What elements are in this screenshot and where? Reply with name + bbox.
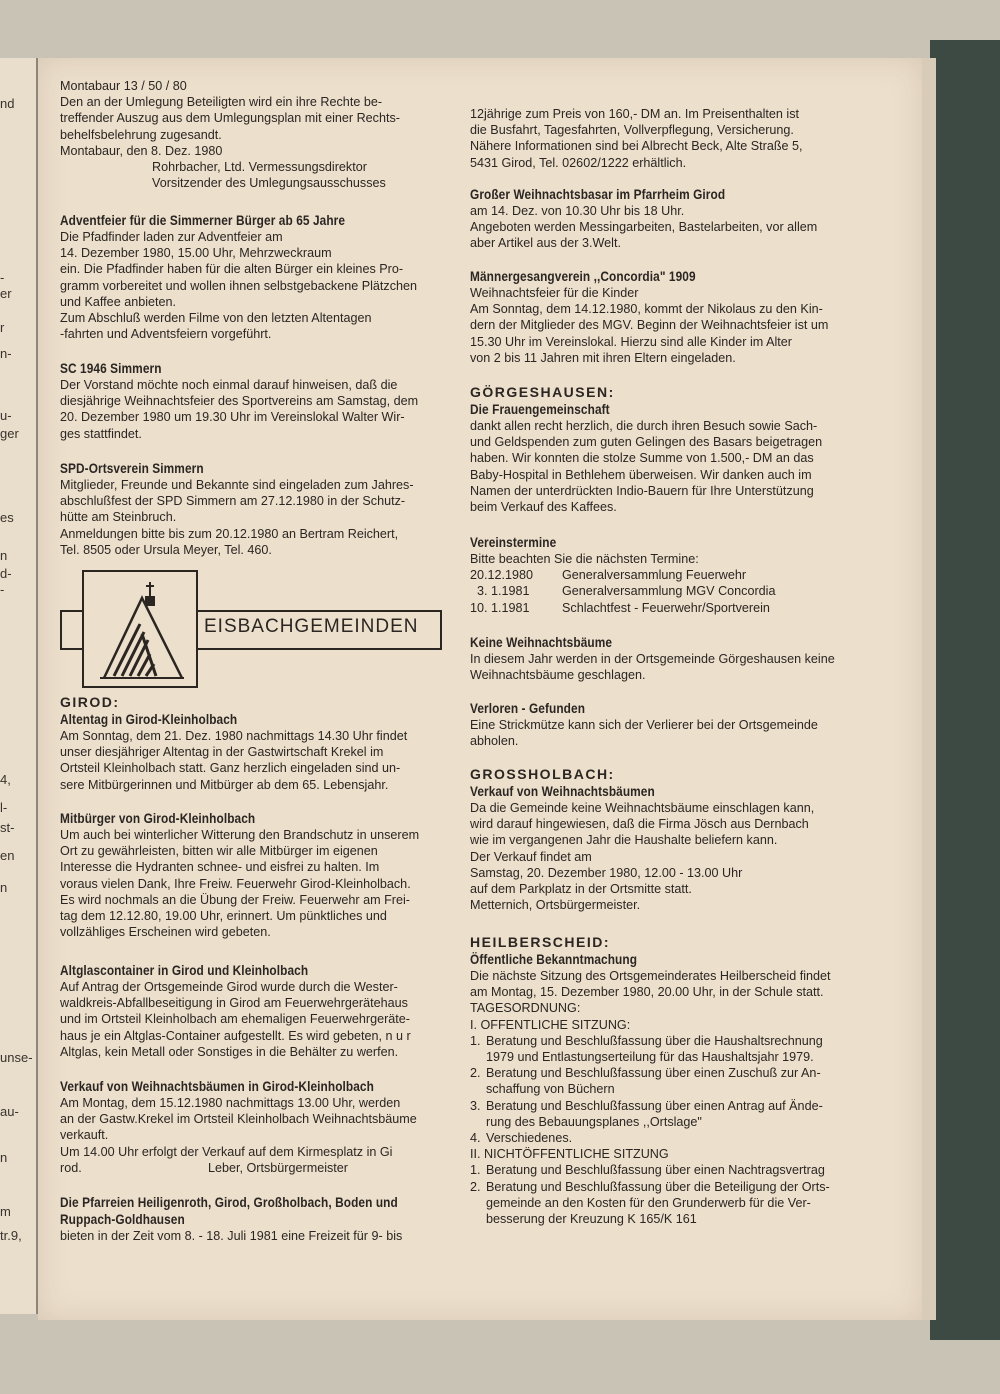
- text-line: dankt allen recht herzlich, die durch ihren Besuch sowie Sach-: [470, 419, 818, 433]
- article-heading: Keine Weihnachtsbäume: [470, 635, 613, 650]
- text-line: Vorsitzender des Umlegungsausschusses: [152, 176, 386, 191]
- agenda-number: 2.: [470, 1066, 481, 1081]
- agenda-item: [470, 1033, 880, 1065]
- text-line: haben. Wir konnten die stolze Summe von 1.500,- DM an das: [470, 451, 814, 466]
- text-line: 20. Dezember 1980 um 19.30 Uhr im Vereinslokal Walter Wir-: [60, 410, 405, 425]
- agenda-number: 1.: [470, 1163, 481, 1178]
- page-fragment: n: [0, 548, 8, 563]
- termine-row: [470, 583, 880, 599]
- article-body: [60, 827, 460, 940]
- text-line: Auf Antrag der Ortsgemeinde Girod wurde durch die Wester-: [60, 980, 398, 994]
- agenda-text: Beratung und Beschlußfassung über die Haushaltsrechnung: [486, 1033, 823, 1048]
- agenda-number: [470, 1049, 486, 1065]
- text-line: Am Montag, dem 15.12.1980 nachmittags 13.00 Uhr, werden: [60, 1096, 401, 1110]
- article-body: [60, 728, 460, 793]
- agenda-text: schaffung von Büchern: [486, 1082, 615, 1097]
- agenda-text: gemeinde an den Kosten für den Grunderwerb für die Ver-: [486, 1195, 811, 1210]
- termine-row: [470, 567, 880, 583]
- text-line: waldkreis-Abfallbeseitigung in Girod am Feuerwehrgerätehaus: [60, 996, 408, 1011]
- article-grossholbach: [470, 766, 880, 913]
- text-line: Die nächste Sitzung des Ortsgemeinderates Heilberscheid findet: [470, 969, 831, 983]
- text-line: vollzähliges Erscheinen wird gebeten.: [60, 925, 271, 940]
- article-heading: SC 1946 Simmern: [60, 361, 162, 376]
- text-line: unser diesjähriger Altentag in der Gastwirtschaft Krekel im: [60, 745, 384, 760]
- agenda-item: [470, 1098, 880, 1130]
- text-line: Da die Gemeinde keine Weihnachtsbäume einschlagen kann,: [470, 801, 815, 815]
- text-line: und Geldspenden zum guten Gelingen des Basars beigetragen: [470, 435, 823, 450]
- text-line: Montabaur 13 / 50 / 80: [60, 79, 187, 93]
- text-line: Ortsteil Kleinholbach statt. Ganz herzlich eingeladen sind un-: [60, 761, 401, 776]
- page-fragment: n: [0, 880, 8, 895]
- newsletter-page: [38, 58, 922, 1320]
- article-adventfeier: [60, 212, 460, 342]
- article-body: [470, 285, 880, 366]
- page-fragment: d-: [0, 566, 12, 581]
- mountain-church-icon: [82, 570, 198, 688]
- town-heading: GROSSHOLBACH:: [470, 766, 615, 782]
- text-line: von 2 bis 11 Jahren mit ihren Eltern eingeladen.: [470, 350, 736, 365]
- text-line: sere Mitbürgerinnen und Mitbürger ab dem 65. Lebensjahr.: [60, 777, 389, 792]
- agenda-private-list: [470, 1162, 880, 1227]
- text-line: Samstag, 20. Dezember 1980, 12.00 - 13.00 Uhr: [470, 865, 743, 880]
- article-body: [60, 1095, 460, 1160]
- article-heading: [60, 1194, 460, 1228]
- agenda-public-list: [470, 1033, 880, 1146]
- article-heading: Männergesangverein ,,Concordia" 1909: [470, 269, 696, 284]
- text-line: an der Gastw.Krekel im Ortsteil Kleinholbach Weihnachtsbäume: [60, 1112, 417, 1127]
- article-body: [470, 800, 880, 913]
- text-line: Die Pfadfinder laden zur Adventfeier am: [60, 230, 283, 244]
- text-line: Es wird nochmals an die Übung der Freiw. Feuerwehr am Frei-: [60, 892, 410, 907]
- text-line: behelfsbelehrung zugesandt.: [60, 127, 222, 142]
- agenda-text: 1979 und Entlastungserteilung für das Haushaltsjahr 1979.: [486, 1050, 814, 1065]
- page-fragment: -: [0, 270, 5, 285]
- text-line: bieten in der Zeit vom 8. - 18. Juli 1981 eine Freizeit für 9- bis: [60, 1229, 403, 1243]
- book-binding: [930, 40, 1000, 1340]
- text-line: Metternich, Ortsbürgermeister.: [470, 898, 641, 913]
- text-line: Baby-Hospital in Bethlehem überweisen. Wir danken auch im: [470, 467, 812, 482]
- article-keine-baeume: [470, 634, 880, 683]
- termine-event: Generalversammlung Feuerwehr: [562, 568, 747, 583]
- page-fragment: tr.9,: [0, 1228, 22, 1243]
- text-line: Der Verkauf findet am: [470, 849, 592, 864]
- agenda-number: [470, 1081, 486, 1097]
- text-line: Um auch bei winterlicher Witterung den Brandschutz in unserem: [60, 828, 420, 842]
- umlegung-notice: [60, 78, 460, 191]
- article-altglas: [60, 962, 460, 1060]
- text-line: Ruppach-Goldhausen: [60, 1212, 185, 1227]
- article-body: [470, 651, 880, 683]
- agenda-number: 3.: [470, 1098, 481, 1113]
- agenda-number: [470, 1195, 486, 1211]
- text-line: Namen der unterdrückten Indio-Bauern für Ihre Unterstützung: [470, 483, 814, 498]
- text-line: die Busfahrt, Tagesfahrten, Vollverpflegung, Versicherung.: [470, 123, 794, 138]
- text-line: am 14. Dez. von 10.30 Uhr bis 18 Uhr.: [470, 204, 685, 218]
- agenda-text: Beratung und Beschlußfassung über einen Zuschuß zur An-: [486, 1066, 821, 1081]
- adjacent-page-edge: [0, 58, 38, 1314]
- text-line: -fahrten und Adventsfeiern vorgeführt.: [60, 327, 272, 342]
- agenda-item: [470, 1162, 880, 1178]
- termine-row: [470, 600, 880, 616]
- text-line: und Kaffee anbieten.: [60, 294, 177, 309]
- page-fragment: en: [0, 848, 15, 863]
- article-body: [470, 203, 880, 252]
- article-verkauf-girod: [60, 1078, 460, 1176]
- page-fragment: au-: [0, 1104, 19, 1119]
- text-line: Der Vorstand möchte noch einmal darauf hinweisen, daß die: [60, 378, 398, 392]
- agenda-text: besserung der Kreuzung K 165/K 161: [486, 1212, 697, 1227]
- page-fragment: ger: [0, 426, 19, 441]
- text-line: Montabaur, den 8. Dez. 1980: [60, 143, 223, 158]
- termine-date: 10. 1.1981: [470, 600, 530, 615]
- text-line: aber Artikel aus der 3.Welt.: [470, 236, 621, 251]
- article-body: [470, 968, 880, 1000]
- article-body: [60, 477, 460, 558]
- text-line: Um 14.00 Uhr erfolgt der Verkauf auf dem Kirmesplatz in Gi: [60, 1144, 393, 1159]
- text-line: In diesem Jahr werden in der Ortsgemeinde Görgeshausen keine: [470, 652, 835, 666]
- page-fragment: nd: [0, 96, 15, 111]
- termine-table: [470, 567, 880, 616]
- article-heading: Die Frauengemeinschaft: [470, 402, 610, 417]
- article-heading: Verloren - Gefunden: [470, 701, 586, 716]
- text-line: Am Sonntag, dem 21. Dez. 1980 nachmittags 14.30 Uhr findet: [60, 729, 408, 743]
- page-fragment: 4,: [0, 772, 11, 787]
- logo-title: EISBACHGEMEINDEN: [204, 616, 419, 637]
- text-line: voraus vielen Dank, Ihre Freiw. Feuerwehr Girod-Kleinholbach.: [60, 876, 411, 891]
- article-heading: Adventfeier für die Simmerner Bürger ab 65 Jahre: [60, 213, 346, 228]
- text-line: Rohrbacher, Ltd. Vermessungsdirektor: [152, 160, 367, 175]
- article-heading: Mitbürger von Girod-Kleinholbach: [60, 811, 256, 826]
- text-line: auf dem Parkplatz in der Ortsmitte statt.: [470, 882, 692, 897]
- agenda-item: [470, 1130, 880, 1146]
- text-line: Nähere Informationen sind bei Albrecht Beck, Alte Straße 5,: [470, 139, 803, 154]
- text-line: abschlußfest der SPD Simmern am 27.12.1980 in der Schutz-: [60, 494, 406, 509]
- agenda-item: [470, 1065, 880, 1097]
- page-fragment: er: [0, 286, 12, 301]
- eisbachgemeinden-logo: [60, 570, 442, 688]
- text-line: wird darauf hingewiesen, daß die Firma Jösch aus Dernbach: [470, 817, 809, 832]
- text-line: dern der Mitglieder des MGV. Beginn der Weihnachtsfeier ist um: [470, 318, 829, 333]
- article-heading: Öffentliche Bekanntmachung: [470, 952, 638, 967]
- town-heading: GIROD:: [60, 694, 120, 710]
- article-sc-1946: [60, 360, 460, 442]
- termine-event: Generalversammlung MGV Concordia: [562, 584, 776, 599]
- text-line: Mitglieder, Freunde und Bekannte sind eingeladen zum Jahres-: [60, 478, 414, 492]
- agenda-title: TAGESORDNUNG:: [470, 1001, 581, 1016]
- text-line: Ort zu gewährleisten, bitten wir alle Mitbürger im eigenen: [60, 844, 378, 859]
- text-line: und im Ortsteil Kleinholbach am ehemaligen Feuerwehrgeräte-: [60, 1012, 411, 1027]
- article-continued: [470, 106, 880, 171]
- article-body: [60, 1228, 460, 1244]
- article-intro: Bitte beachten Sie die nächsten Termine:: [470, 552, 699, 566]
- text-line: verkauft.: [60, 1128, 109, 1143]
- agenda-number: 1.: [470, 1033, 481, 1048]
- article-frauengemeinschaft: [470, 384, 880, 515]
- notice-text: [60, 78, 460, 159]
- page-fragment: -: [0, 582, 5, 597]
- termine-date: 3. 1.1981: [470, 584, 530, 599]
- text-line: ein. Die Pfadfinder haben für die alten Bürger ein kleines Pro-: [60, 262, 404, 277]
- text-line: Zum Abschluß werden Filme von den letzten Altentagen: [60, 311, 372, 326]
- page-fragment: n: [0, 1150, 8, 1165]
- article-verloren: [470, 700, 880, 749]
- text-line: tag dem 12.12.80, 19.00 Uhr, erinnert. Um pünktliches und: [60, 909, 387, 924]
- termine-date: 20.12.1980: [470, 568, 534, 583]
- town-heading: HEILBERSCHEID:: [470, 934, 611, 950]
- text-line: Eine Strickmütze kann sich der Verlierer bei der Ortsgemeinde: [470, 718, 818, 732]
- article-concordia: [470, 268, 880, 366]
- article-body: [470, 717, 880, 749]
- signature-prefix: rod.: [60, 1160, 82, 1175]
- text-line: Interesse die Hydranten schnee- und eisfrei zu halten. Im: [60, 860, 380, 875]
- page-fragment: n-: [0, 346, 12, 361]
- text-line: Den an der Umlegung Beteiligten wird ein ihre Rechte be-: [60, 95, 383, 110]
- agenda-private-title: II. NICHTÖFFENTLICHE SITZUNG: [470, 1147, 669, 1162]
- article-body: [60, 377, 460, 442]
- text-line: Die Pfarreien Heiligenroth, Girod, Großholbach, Boden und: [60, 1195, 398, 1210]
- page-fragment: u-: [0, 408, 12, 423]
- text-line: diesjährige Weihnachtsfeier des Sportvereins am Samstag, dem: [60, 394, 419, 409]
- article-heading: Altentag in Girod-Kleinholbach: [60, 712, 238, 727]
- agenda-text: Beratung und Beschlußfassung über einen Nachtragsvertrag: [486, 1163, 825, 1178]
- agenda-number: 2.: [470, 1179, 481, 1194]
- article-body: [60, 979, 460, 1060]
- text-line: beim Verkauf des Kaffees.: [470, 500, 617, 515]
- page-fragment: r: [0, 320, 5, 335]
- text-line: 5431 Girod, Tel. 02602/1222 erhältlich.: [470, 155, 687, 170]
- page-fragment: es: [0, 510, 14, 525]
- signature-line: [60, 1160, 460, 1176]
- text-line: gramm vorbereitet und wollen ihnen selbstgebackene Plätzchen: [60, 278, 418, 293]
- article-body: [60, 229, 460, 342]
- article-basar: [470, 186, 880, 252]
- agenda-number: [470, 1114, 486, 1130]
- text-line: Angeboten werden Messingarbeiten, Bastelarbeiten, vor allem: [470, 220, 818, 235]
- signature-text: Leber, Ortsbürgermeister: [208, 1160, 348, 1175]
- text-line: 15.30 Uhr im Vereinslokal. Hierzu sind alle Kinder im Alter: [470, 334, 792, 349]
- text-line: wie im vergangenen Jahr die Haushalte beliefern kann.: [470, 833, 778, 848]
- text-line: Weihnachtsbäume geschlagen.: [470, 668, 646, 683]
- page-fragment: l-: [0, 800, 8, 815]
- agenda-text: Verschiedenes.: [486, 1131, 573, 1146]
- agenda-number: 4.: [470, 1131, 481, 1146]
- text-line: Anmeldungen bitte bis zum 20.12.1980 an Bertram Reichert,: [60, 526, 399, 541]
- article-heading: Altglascontainer in Girod und Kleinholbach: [60, 963, 309, 978]
- text-line: abholen.: [470, 734, 519, 749]
- article-heading: Vereinstermine: [470, 535, 557, 550]
- agenda-text: Beratung und Beschlußfassung über einen Antrag auf Ände-: [486, 1098, 823, 1113]
- page-fragment: unse-: [0, 1050, 33, 1065]
- article-body: [470, 418, 880, 515]
- agenda-text: Beratung und Beschlußfassung über die Beteiligung der Orts-: [486, 1179, 830, 1194]
- article-girod-altentag: [60, 694, 460, 793]
- text-line: Tel. 8505 oder Ursula Meyer, Tel. 460.: [60, 542, 272, 557]
- article-heading: Verkauf von Weihnachtsbäumen: [470, 784, 655, 799]
- article-body: [470, 106, 880, 171]
- article-heading: Verkauf von Weihnachtsbäumen in Girod-Kleinholbach: [60, 1079, 374, 1094]
- article-heading: SPD-Ortsverein Simmern: [60, 461, 204, 476]
- agenda-text: rung des Bebauungsplanes ,,Ortslage": [486, 1114, 702, 1129]
- termine-event: Schlachtfest - Feuerwehr/Sportverein: [562, 600, 770, 615]
- agenda-number: [470, 1211, 486, 1227]
- article-vereinstermine: [470, 534, 880, 616]
- text-line: Altglas, kein Metall oder Sonstiges in die Behälter zu werfen.: [60, 1044, 399, 1059]
- article-spd: [60, 460, 460, 558]
- notice-signature: [60, 159, 460, 191]
- text-line: 14. Dezember 1980, 15.00 Uhr, Mehrzweckraum: [60, 246, 332, 261]
- text-line: ges stattfindet.: [60, 426, 142, 441]
- text-line: Weihnachtsfeier für die Kinder: [470, 286, 639, 300]
- page-fragment: m: [0, 1204, 11, 1219]
- article-mitbuerger: [60, 810, 460, 940]
- agenda-item: [470, 1179, 880, 1228]
- text-line: Am Sonntag, dem 14.12.1980, kommt der Nikolaus zu den Kin-: [470, 302, 823, 317]
- text-line: treffender Auszug aus dem Umlegungsplan mit einer Rechts-: [60, 111, 400, 126]
- article-pfarreien: [60, 1194, 460, 1244]
- text-line: hütte am Steinbruch.: [60, 510, 177, 525]
- town-heading: GÖRGESHAUSEN:: [470, 384, 615, 400]
- article-heilberscheid: [470, 934, 880, 1227]
- agenda-public-title: I. OFFENTLICHE SITZUNG:: [470, 1017, 631, 1032]
- text-line: haus je ein Altglas-Container aufgestellt. Es wird gebeten, n u r: [60, 1028, 411, 1043]
- text-line: am Montag, 15. Dezember 1980, 20.00 Uhr, in der Schule statt.: [470, 985, 824, 1000]
- article-heading: Großer Weihnachtsbasar im Pfarrheim Girod: [470, 187, 726, 202]
- text-line: 12jährige zum Preis von 160,- DM an. Im Preisenthalten ist: [470, 107, 799, 121]
- page-fragment: st-: [0, 820, 15, 835]
